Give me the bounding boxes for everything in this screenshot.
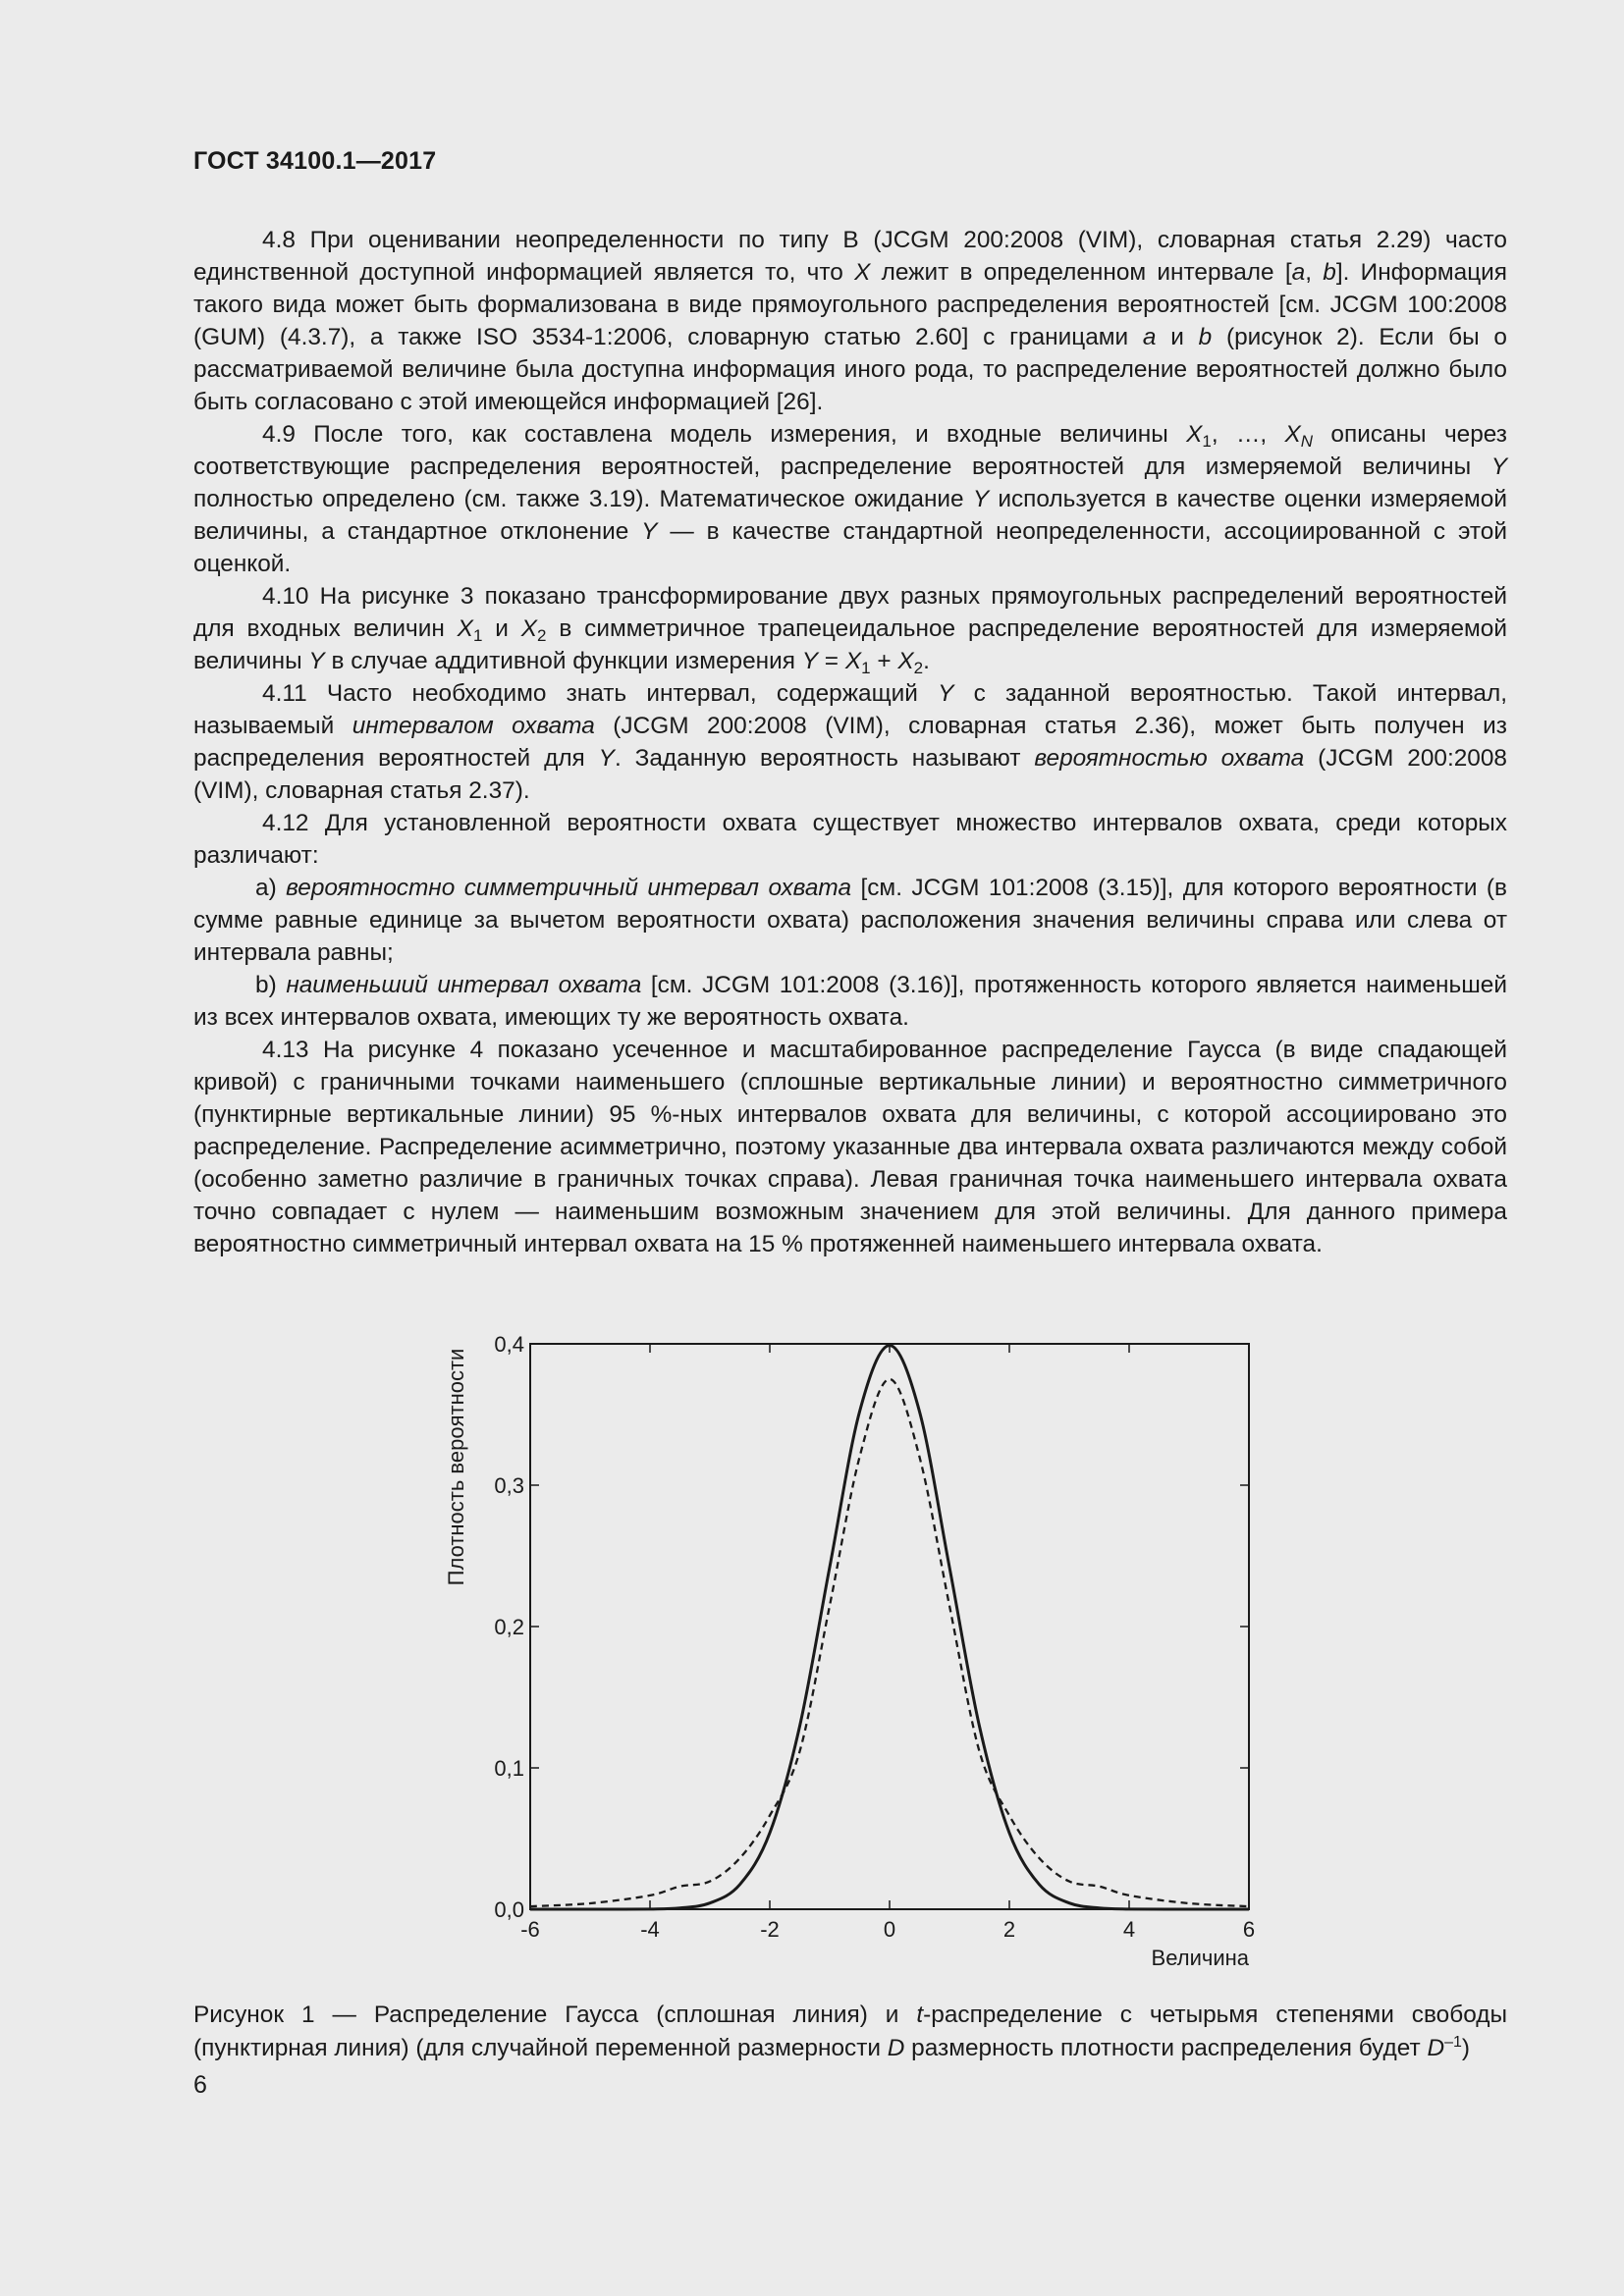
x-tick-label: 2 [1002, 1917, 1016, 1942]
paragraph-4-9: 4.9 После того, как составлена модель измерения, и входные величины $X_1$, …, $X_N$ описаны через соответствующие распределения вероятностей, распределение вероятностей для измеряемой величины Y полностью определено (см. также 3.19). Математическое ожидание Y используется в качестве оценки измеряемой величины, а стандартное отклонение Y — в качестве стандартной неопределенности, ассоциированной с этой оценкой. [193, 421, 1508, 577]
x-tick-label: -2 [760, 1917, 780, 1942]
x-tick-label: -6 [520, 1917, 540, 1942]
paragraph-4-11: 4.11 Часто необходимо знать интервал, содержащий Y с заданной вероятностью. Такой интервал, называемый интервалом охвата (JCGM 200:2008 (VIM), словарная статья 2.36), может быть получен из распределения вероятностей для Y. Заданную вероятность называют вероятностью охвата (JCGM 200:2008 (VIM), словарная статья 2.37). [193, 680, 1507, 804]
figure-caption: Рисунок 1 — Распределение Гаусса (сплошная линия) и t-распределение с четырьмя степенями свободы (пунктирная линия) (для случайной переменной размерности D размерность плотности распределения будет $D^{-1}$) [193, 2002, 1507, 2061]
x-tick-label: 4 [1122, 1917, 1136, 1942]
page-number: 6 [193, 2071, 207, 2099]
paragraph-4-13: 4.13 На рисунке 4 показано усеченное и масштабированное распределение Гаусса (в виде спадающей кривой) с граничными точками наименьшего (сплошные вертикальные линии) и вероятностно симметричного (пунктирные вертикальные линии) 95 %-ных интервалов охвата для величины, с которой ассоциировано это распределение. Распределение асимметрично, поэтому указанные два интервала охвата различаются между собой (особенно заметно различие в граничных точках справа). Левая граничная точка наименьшего интервала охвата точно совпадает с нулем — наименьшим возможным значением для этой величины. Для данного примера вероятностно симметричный интервал охвата на 15 % протяженней наименьшего интервала охвата. [193, 1037, 1507, 1257]
t-distribution-curve [530, 1379, 1249, 1906]
y-axis-label: Плотность вероятности [444, 1348, 468, 1586]
gaussian-curve [530, 1346, 1249, 1909]
y-tick-label: 0,0 [494, 1897, 524, 1922]
paragraph-4-12: 4.12 Для установленной вероятности охвата существует множество интервалов охвата, среди которых различают: [193, 810, 1507, 869]
list-item-b: b) наименьший интервал охвата [см. JCGM 101:2008 (3.16)], протяженность которого является наименьшей из всех интервалов охвата, имеющих ту же вероятность охвата. [193, 972, 1507, 1031]
document-header: ГОСТ 34100.1—2017 [193, 147, 437, 175]
x-tick-label: 0 [883, 1917, 896, 1942]
paragraph-4-10: 4.10 На рисунке 3 показано трансформирование двух разных прямоугольных распределений вероятностей для входных величин $X_1$ и $X_2$ в симметричное трапецеидальное распределение вероятностей для измеряемой величины Y в случае аддитивной функции измерения $Y = X_1 + X_2$. [193, 583, 1507, 677]
x-axis-label: Величина [1151, 1946, 1249, 1970]
y-tick-label: 0,4 [494, 1332, 524, 1357]
paragraph-4-8: 4.8 При оценивании неопределенности по типу В (JCGM 200:2008 (VIM), словарная статья 2.29) часто единственной доступной информацией является то, что X лежит в определенном интервале [a, b]. Информация такого вида может быть формализована в виде прямоугольного распределения вероятностей [см. JCGM 100:2008 (GUM) (4.3.7), а также ISO 3534-1:2006, словарную статью 2.60] с границами a и b (рисунок 2). Если бы о рассматриваемой величине была доступна информация иного рода, то распределение вероятностей должно было быть согласовано с этой имеющейся информацией [26]. [193, 227, 1507, 415]
x-tick-label: 6 [1242, 1917, 1256, 1942]
list-item-a: a) вероятностно симметричный интервал охвата [см. JCGM 101:2008 (3.15)], для которого вероятности (в сумме равные единице за вычетом вероятности охвата) расположения значения величины справа или слева от интервала равны; [193, 875, 1508, 966]
plot-frame [530, 1344, 1249, 1909]
y-tick-label: 0,1 [494, 1756, 524, 1781]
x-tick-label: -4 [640, 1917, 660, 1942]
y-tick-label: 0,3 [494, 1473, 524, 1498]
y-tick-label: 0,2 [494, 1615, 524, 1639]
